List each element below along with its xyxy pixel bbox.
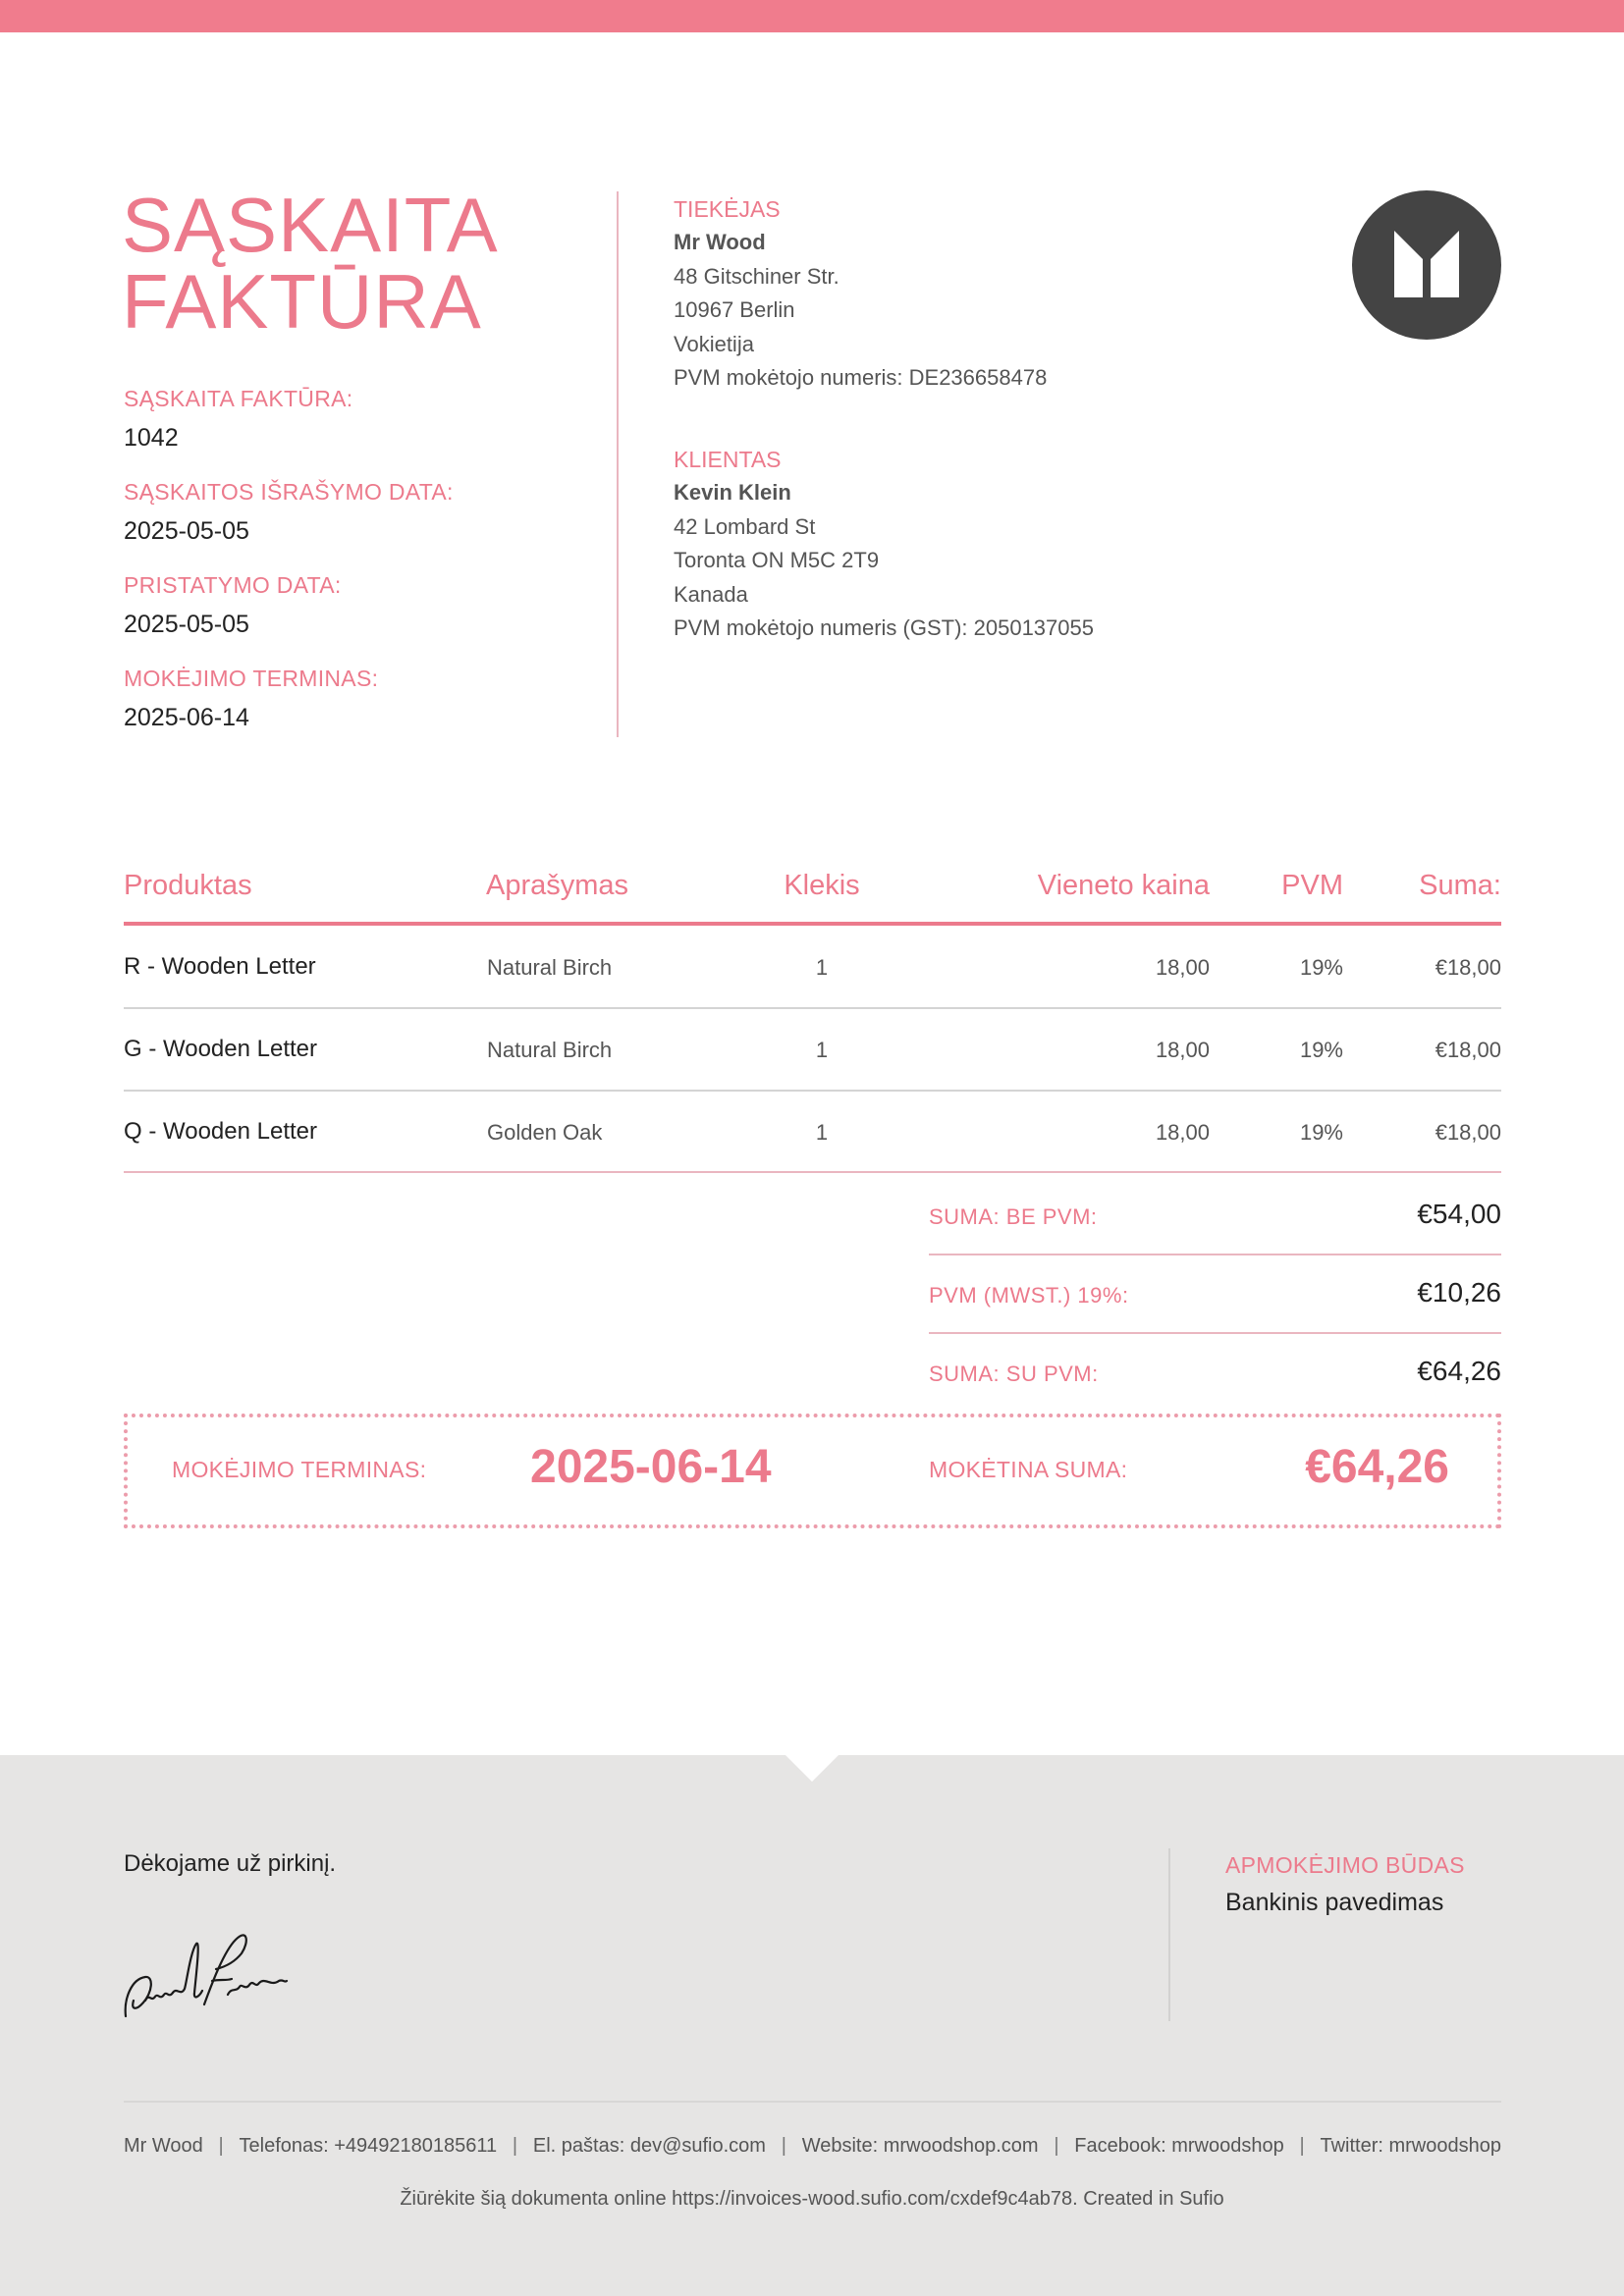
payment-method-value: Bankinis pavedimas	[1225, 1889, 1444, 1916]
company-name: Mr Wood	[124, 2135, 203, 2157]
delivery-date-field	[124, 572, 342, 639]
separator: |	[512, 2135, 518, 2157]
separator: |	[781, 2135, 786, 2157]
client-name: Kevin Klein	[674, 480, 791, 505]
field-label: PRISTATYMO DATA:	[124, 572, 342, 598]
cell-unit-price: 18,00	[1155, 1038, 1210, 1062]
row-divider	[124, 1090, 1501, 1092]
online-link-note: Žiūrėkite šią dokumenta online https://invoices-wood.sufio.com/cxdef9c4ab78. Created in Sufio	[400, 2188, 1224, 2210]
field-value: 2025-05-05	[124, 611, 249, 638]
invoice-number-field	[124, 386, 352, 453]
top-accent-bar	[0, 0, 1624, 32]
contact-line	[124, 2135, 1501, 2158]
supplier-name: Mr Wood	[674, 230, 766, 254]
twitter: Twitter: mrwoodshop	[1320, 2135, 1501, 2157]
due-date-field	[124, 666, 378, 732]
supplier-vat: PVM mokėtojo numeris: DE236658478	[674, 365, 1048, 390]
due-term-label: MOKĖJIMO TERMINAS:	[172, 1457, 427, 1482]
thank-you-note: Dėkojame už pirkinį.	[124, 1850, 337, 1877]
vat-total-value: €10,26	[1417, 1277, 1501, 1308]
column-header-quantity: Klekis	[784, 870, 860, 901]
client-block	[674, 443, 1094, 646]
footer-divider	[1168, 1848, 1170, 2021]
row-divider	[124, 1007, 1501, 1009]
vat-total-label: PVM (MWST.) 19%:	[929, 1283, 1129, 1308]
cell-quantity: 1	[815, 955, 829, 980]
field-value: 1042	[124, 424, 179, 452]
cell-product: R - Wooden Letter	[124, 953, 316, 980]
amount-due-value: €64,26	[1305, 1441, 1449, 1493]
client-country: Kanada	[674, 581, 748, 607]
cell-product: G - Wooden Letter	[124, 1036, 317, 1062]
totals-divider	[929, 1332, 1501, 1334]
cell-description: Golden Oak	[487, 1120, 603, 1145]
footer-notch	[785, 1755, 839, 1782]
phone: Telefonas: +49492180185611	[239, 2135, 498, 2157]
table-header-rule	[124, 922, 1501, 926]
client-label: KLIENTAS	[674, 447, 782, 472]
mr-wood-logo-icon	[1352, 190, 1501, 340]
client-street: 42 Lombard St	[674, 513, 816, 539]
cell-sum: €18,00	[1435, 1120, 1501, 1145]
column-header-description: Aprašymas	[486, 870, 629, 901]
payment-method-label: APMOKĖJIMO BŪDAS	[1225, 1852, 1465, 1878]
supplier-block	[674, 192, 1047, 396]
cell-vat: 19%	[1299, 1120, 1343, 1145]
separator: |	[218, 2135, 224, 2157]
column-header-vat: PVM	[1281, 870, 1343, 901]
subtotal-label: SUMA: BE PVM:	[929, 1204, 1098, 1229]
field-value: 2025-05-05	[124, 517, 249, 545]
email: El. paštas: dev@sufio.com	[532, 2135, 766, 2157]
grand-total-value: €64,26	[1417, 1356, 1501, 1386]
subtotal-value: €54,00	[1417, 1199, 1501, 1229]
column-header-unit-price: Vieneto kaina	[1037, 870, 1210, 901]
website: Website: mrwoodshop.com	[801, 2135, 1039, 2157]
supplier-city: 10967 Berlin	[674, 297, 795, 322]
table-bottom-rule	[124, 1171, 1501, 1173]
cell-unit-price: 18,00	[1155, 955, 1210, 980]
cell-sum: €18,00	[1435, 1038, 1501, 1062]
footer-rule	[124, 2101, 1501, 2103]
amount-due-label: MOKĖTINA SUMA:	[929, 1457, 1128, 1482]
field-label: MOKĖJIMO TERMINAS:	[124, 666, 379, 691]
facebook: Facebook: mrwoodshop	[1074, 2135, 1284, 2157]
field-label: SĄSKAITOS IŠRAŠYMO DATA:	[124, 479, 454, 505]
cell-quantity: 1	[815, 1120, 829, 1145]
totals-divider	[929, 1254, 1501, 1255]
column-header-product: Produktas	[124, 870, 252, 901]
separator: |	[1299, 2135, 1305, 2157]
cell-unit-price: 18,00	[1155, 1120, 1210, 1145]
document-title	[122, 182, 499, 345]
title-line-2: FAKTŪRA	[122, 258, 482, 345]
cell-product: Q - Wooden Letter	[124, 1118, 317, 1145]
separator: |	[1054, 2135, 1059, 2157]
supplier-label: TIEKĖJAS	[674, 196, 781, 222]
supplier-street: 48 Gitschiner Str.	[674, 263, 839, 289]
column-header-sum: Suma:	[1419, 870, 1501, 901]
signature-image	[122, 1922, 289, 2030]
cell-vat: 19%	[1299, 955, 1343, 980]
cell-vat: 19%	[1299, 1038, 1343, 1062]
issue-date-field	[124, 479, 454, 546]
cell-sum: €18,00	[1435, 955, 1501, 980]
header-divider	[617, 191, 619, 737]
field-label: SĄSKAITA FAKTŪRA:	[124, 386, 353, 411]
cell-quantity: 1	[815, 1038, 829, 1062]
cell-description: Natural Birch	[487, 955, 613, 980]
client-city: Toronta ON M5C 2T9	[674, 548, 880, 572]
due-term-value: 2025-06-14	[530, 1441, 772, 1493]
supplier-country: Vokietija	[674, 331, 754, 356]
client-vat: PVM mokėtojo numeris (GST): 2050137055	[674, 615, 1094, 640]
title-line-1: SĄSKAITA	[122, 182, 499, 268]
cell-description: Natural Birch	[487, 1038, 613, 1062]
grand-total-label: SUMA: SU PVM:	[929, 1362, 1099, 1386]
field-value: 2025-06-14	[124, 704, 249, 731]
